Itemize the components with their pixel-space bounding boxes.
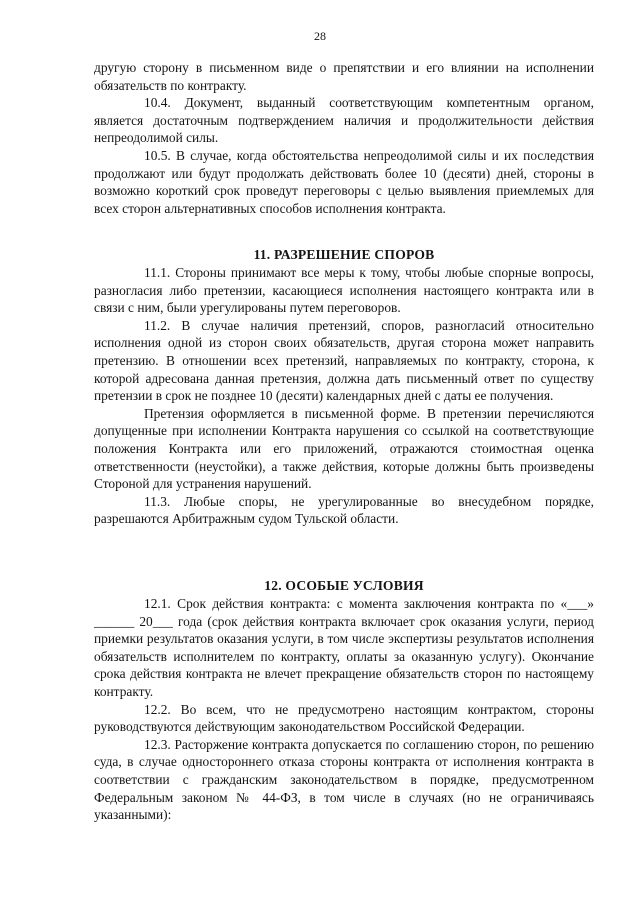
paragraph-12-2: 12.2. Во всем, что не предусмотрено настоящим контрактом, стороны руководствуются действующим законодательством Российской Федерации. [94,701,594,735]
section-10-continuation [94,59,594,217]
paragraph-12-1: 12.1. Срок действия контракта: с момента заключения контракта по «___» ______ 20___ года (срок действия контракта включает срок оказания услуги, период приемки результатов оказания услуги, в том числе экспертизы результатов исполнения обязательств исполнителем по контракту, оплаты за оказанную услугу). Окончание срока действия контракта не влечет прекращение обязательств сторон по настоящему контракту. [94,596,594,699]
section-12-heading: 12. ОСОБЫЕ УСЛОВИЯ [264,578,424,593]
paragraph-11-1: 11.1. Стороны принимают все меры к тому, чтобы любые спорные вопросы, разногласия либо претензии, касающиеся исполнения настоящего контракта или в связи с ним, были урегулированы путем переговоров. [94,265,594,316]
paragraph-12-3: 12.3. Расторжение контракта допускается по соглашению сторон, по решению суда, в случае одностороннего отказа стороны контракта от исполнения контракта в соответствии с гражданским законодательством в порядке, предусмотренном Федеральным законом № 44-ФЗ, в том числе в случаях (но не ограничиваясь указанными): [94,736,594,823]
paragraph-10-4: 10.4. Документ, выданный соответствующим компетентным органом, является достаточным подтверждением наличия и продолжительности действия непреодолимой силы. [94,95,594,146]
paragraph-11-2: 11.2. В случае наличия претензий, споров, разногласий относительно исполнения одной из сторон своих обязательств, другая сторона может направить претензию. В отношении всех претензий, направляемых по контракту, сторона, к которой адресована данная претензия, должна дать письменный ответ по существу претензии в срок не позднее 10 (десяти) календарных дней с даты ее получения. [94,317,594,404]
section-11-heading: 11. РАЗРЕШЕНИЕ СПОРОВ [253,247,435,262]
section-12 [94,577,594,824]
page-number: 28 [314,29,326,43]
section-11 [94,246,594,528]
paragraph-11-3: 11.3. Любые споры, не урегулированные во внесудебном порядке, разрешаются Арбитражным судом Тульской области. [94,493,594,527]
paragraph-claim-form: Претензия оформляется в письменной форме. В претензии перечисляются допущенные при исполнении Контракта нарушения со ссылкой на соответствующие положения Контракта или его приложений, отражаются стоимостная оценка ответственности (неустойки), а также действия, которые должны быть произведены Стороной для устранения нарушений. [94,405,594,492]
paragraph-10-3-continuation: другую сторону в письменном виде о препятствии и его влиянии на исполнении обязательств по контракту. [94,60,594,93]
paragraph-10-5: 10.5. В случае, когда обстоятельства непреодолимой силы и их последствия продолжают или будут продолжать действовать более 10 (десяти) дней, стороны в возможно короткий срок проведут переговоры с целью выявления приемлемых для всех сторон альтернативных способов исполнения контракта. [94,147,594,216]
